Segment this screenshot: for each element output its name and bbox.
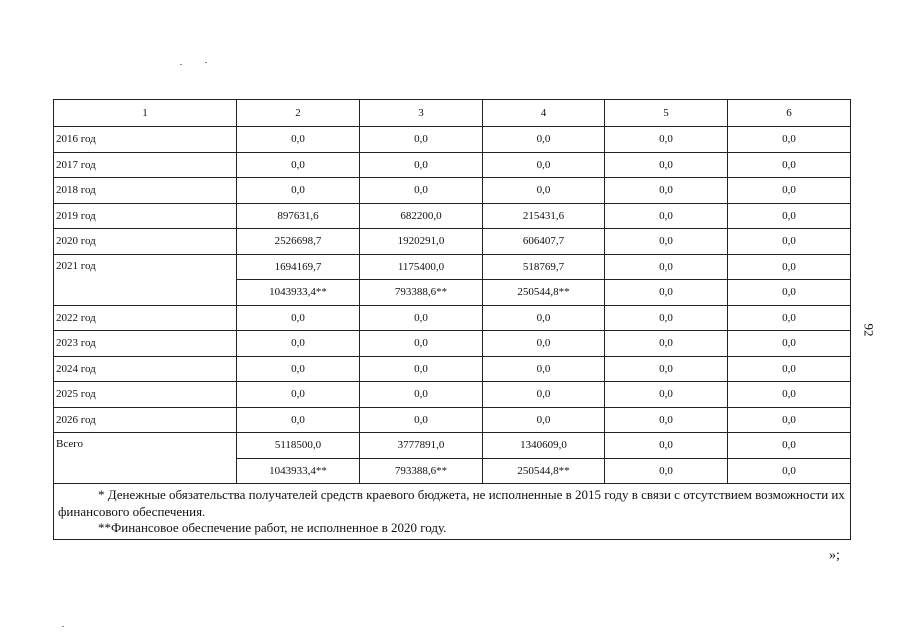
- table-cell: 0,0: [605, 356, 728, 382]
- table-cell: 0,0: [483, 127, 605, 153]
- table-cell: 215431,6: [483, 203, 605, 229]
- table-cell: 0,0: [237, 407, 360, 433]
- table-cell: 0,0: [728, 203, 851, 229]
- row-label: 2021 год: [54, 254, 237, 305]
- column-header: 3: [360, 100, 483, 127]
- table-cell: 0,0: [605, 203, 728, 229]
- table-cell: 0,0: [360, 127, 483, 153]
- table-cell: 793388,6**: [360, 280, 483, 306]
- row-label: 2017 год: [54, 152, 237, 178]
- table-row: [54, 178, 851, 204]
- table-cell: 0,0: [605, 152, 728, 178]
- table-cell: 0,0: [605, 178, 728, 204]
- table-row: [54, 305, 851, 331]
- row-label: 2018 год: [54, 178, 237, 204]
- table-row: [54, 382, 851, 408]
- table-cell: 0,0: [605, 382, 728, 408]
- table-cell: 0,0: [728, 305, 851, 331]
- table-cell: 0,0: [237, 331, 360, 357]
- scan-speck: [180, 64, 182, 65]
- closing-quote-mark: »;: [829, 548, 840, 563]
- table-cell: 1920291,0: [360, 229, 483, 255]
- row-label: 2026 год: [54, 407, 237, 433]
- table-cell: 0,0: [360, 407, 483, 433]
- table-cell: 1340609,0: [483, 433, 605, 459]
- table-row: [54, 203, 851, 229]
- table-cell: 0,0: [728, 152, 851, 178]
- row-label: Всего: [54, 433, 237, 484]
- table-row: [54, 152, 851, 178]
- table-cell: 1694169,7: [237, 254, 360, 280]
- table-cell: 250544,8**: [483, 280, 605, 306]
- header-row: [54, 100, 851, 127]
- table-cell: 0,0: [360, 356, 483, 382]
- table-cell: 3777891,0: [360, 433, 483, 459]
- table-cell: 0,0: [728, 356, 851, 382]
- column-header: 4: [483, 100, 605, 127]
- table-cell: 0,0: [728, 433, 851, 459]
- column-header: 6: [728, 100, 851, 127]
- row-label: 2024 год: [54, 356, 237, 382]
- table-row: [54, 433, 851, 459]
- table-cell: 0,0: [360, 305, 483, 331]
- table-cell: 0,0: [728, 178, 851, 204]
- table-cell: 0,0: [483, 356, 605, 382]
- table-cell: 0,0: [237, 152, 360, 178]
- table-cell: 2526698,7: [237, 229, 360, 255]
- scan-speck: [205, 62, 207, 63]
- row-label: 2016 год: [54, 127, 237, 153]
- table-cell: 682200,0: [360, 203, 483, 229]
- budget-table: [53, 99, 851, 540]
- table-row: [54, 356, 851, 382]
- table-cell: 0,0: [605, 305, 728, 331]
- table-cell: 0,0: [728, 458, 851, 484]
- table-cell: 897631,6: [237, 203, 360, 229]
- table-cell: 0,0: [483, 305, 605, 331]
- table-cell: 0,0: [360, 331, 483, 357]
- table-cell: 793388,6**: [360, 458, 483, 484]
- table-row: [54, 254, 851, 280]
- table-cell: 250544,8**: [483, 458, 605, 484]
- table-cell: 0,0: [483, 178, 605, 204]
- row-label: 2025 год: [54, 382, 237, 408]
- table-row: [54, 331, 851, 357]
- scan-speck: [62, 626, 64, 627]
- footnote: * Денежные обязательства получателей средств краевого бюджета, не исполненные в 2015 году в связи с отсутствием возможности их финансового обеспечения.: [58, 487, 845, 519]
- budget-table-body: [54, 100, 851, 540]
- table-cell: 0,0: [237, 178, 360, 204]
- table-cell: 0,0: [360, 178, 483, 204]
- table-cell: 1043933,4**: [237, 458, 360, 484]
- page-number: 92: [861, 323, 877, 337]
- row-label: 2019 год: [54, 203, 237, 229]
- column-header: 5: [605, 100, 728, 127]
- row-label: 2022 год: [54, 305, 237, 331]
- footnote: **Финансовое обеспечение работ, не исполненное в 2020 году.: [98, 520, 447, 535]
- table-cell: 0,0: [728, 407, 851, 433]
- table-cell: 0,0: [360, 152, 483, 178]
- table-cell: 518769,7: [483, 254, 605, 280]
- table-row: [54, 229, 851, 255]
- table-cell: 0,0: [237, 127, 360, 153]
- table-cell: 1175400,0: [360, 254, 483, 280]
- table-cell: 0,0: [483, 331, 605, 357]
- table-cell: 0,0: [728, 382, 851, 408]
- table-row: [54, 407, 851, 433]
- table-cell: 0,0: [605, 331, 728, 357]
- table-cell: 0,0: [237, 356, 360, 382]
- table-cell: 0,0: [483, 407, 605, 433]
- table-cell: 0,0: [728, 127, 851, 153]
- table-cell: 0,0: [360, 382, 483, 408]
- table-cell: 0,0: [237, 382, 360, 408]
- row-label: 2023 год: [54, 331, 237, 357]
- table-cell: 0,0: [605, 280, 728, 306]
- table-cell: 0,0: [237, 305, 360, 331]
- column-header: 2: [237, 100, 360, 127]
- table-cell: 0,0: [605, 458, 728, 484]
- table-cell: 0,0: [605, 433, 728, 459]
- table-cell: 0,0: [605, 407, 728, 433]
- table-cell: 0,0: [483, 382, 605, 408]
- table-cell: 0,0: [728, 280, 851, 306]
- table-cell: 0,0: [728, 254, 851, 280]
- table-cell: 0,0: [605, 127, 728, 153]
- table-cell: 0,0: [728, 331, 851, 357]
- table-cell: 0,0: [483, 152, 605, 178]
- table-cell: 0,0: [728, 229, 851, 255]
- table-cell: 0,0: [605, 254, 728, 280]
- footnotes-cell: [54, 484, 851, 540]
- table-cell: 0,0: [605, 229, 728, 255]
- table-cell: 1043933,4**: [237, 280, 360, 306]
- table-cell: 5118500,0: [237, 433, 360, 459]
- row-label: 2020 год: [54, 229, 237, 255]
- notes-row: [54, 484, 851, 540]
- column-header: 1: [54, 100, 237, 127]
- table-cell: 606407,7: [483, 229, 605, 255]
- table-row: [54, 127, 851, 153]
